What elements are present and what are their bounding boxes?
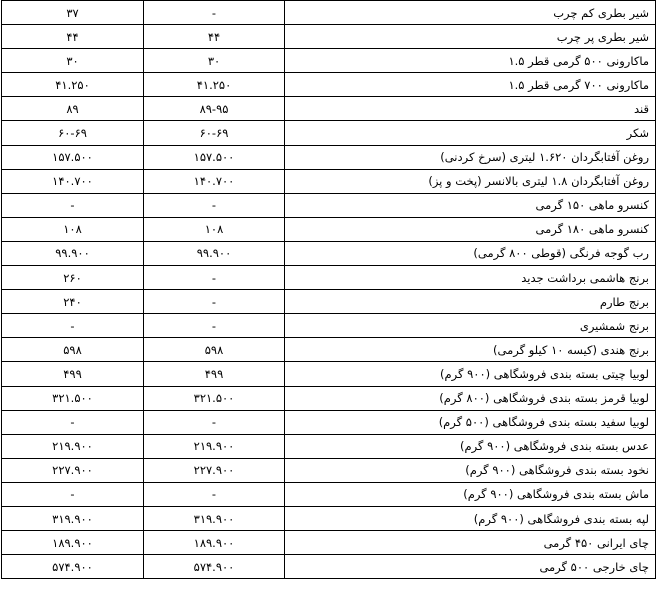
price-cell-middle: ۹۹.۹۰۰ — [144, 241, 285, 265]
price-cell-left: - — [2, 410, 144, 434]
price-cell-middle: ۵۷۴.۹۰۰ — [144, 555, 285, 579]
item-name-cell: نخود بسته بندی فروشگاهی (۹۰۰ گرم) — [285, 458, 656, 482]
price-cell-middle: ۴۹۹ — [144, 362, 285, 386]
price-cell-middle: - — [144, 193, 285, 217]
item-name-cell: چای ایرانی ۴۵۰ گرمی — [285, 531, 656, 555]
price-cell-middle: ۶۰-۶۹ — [144, 121, 285, 145]
price-cell-middle: ۴۱.۲۵۰ — [144, 73, 285, 97]
table-row — [2, 97, 656, 121]
table-row — [2, 482, 656, 506]
item-name-cell: رب گوجه فرنگی (قوطی ۸۰۰ گرمی) — [285, 241, 656, 265]
price-cell-left: ۳۱۹.۹۰۰ — [2, 506, 144, 530]
price-cell-left: ۱۵۷.۵۰۰ — [2, 145, 144, 169]
price-cell-left: ۹۹.۹۰۰ — [2, 241, 144, 265]
price-cell-middle: ۲۱۹.۹۰۰ — [144, 434, 285, 458]
price-cell-middle: ۱۸۹.۹۰۰ — [144, 531, 285, 555]
item-name-cell: لوبیا قرمز بسته بندی فروشگاهی (۸۰۰ گرم) — [285, 386, 656, 410]
table-row — [2, 410, 656, 434]
price-cell-left: - — [2, 482, 144, 506]
table-row — [2, 290, 656, 314]
table-row — [2, 434, 656, 458]
price-cell-middle: - — [144, 266, 285, 290]
item-name-cell: قند — [285, 97, 656, 121]
table-row — [2, 145, 656, 169]
price-cell-left: ۸۹ — [2, 97, 144, 121]
item-name-cell: ماش بسته بندی فروشگاهی (۹۰۰ گرم) — [285, 482, 656, 506]
item-name-cell: لوبیا سفید بسته بندی فروشگاهی (۵۰۰ گرم) — [285, 410, 656, 434]
price-cell-middle: - — [144, 1, 285, 25]
price-cell-middle: ۲۲۷.۹۰۰ — [144, 458, 285, 482]
price-cell-left: - — [2, 314, 144, 338]
price-cell-left: ۲۲۷.۹۰۰ — [2, 458, 144, 482]
table-row — [2, 49, 656, 73]
price-cell-left: ۲۱۹.۹۰۰ — [2, 434, 144, 458]
price-cell-middle: ۳۱۹.۹۰۰ — [144, 506, 285, 530]
item-name-cell: لوبیا چیتی بسته بندی فروشگاهی (۹۰۰ گرم) — [285, 362, 656, 386]
item-name-cell: چای خارجی ۵۰۰ گرمی — [285, 555, 656, 579]
price-cell-middle: - — [144, 290, 285, 314]
price-cell-left: ۵۷۴.۹۰۰ — [2, 555, 144, 579]
price-cell-left: ۴۱.۲۵۰ — [2, 73, 144, 97]
item-name-cell: کنسرو ماهی ۱۸۰ گرمی — [285, 217, 656, 241]
table-row — [2, 193, 656, 217]
price-cell-left: ۶۰-۶۹ — [2, 121, 144, 145]
item-name-cell: شیر بطری کم چرب — [285, 1, 656, 25]
item-name-cell: ماکارونی ۵۰۰ گرمی قطر ۱.۵ — [285, 49, 656, 73]
price-cell-left: ۱۸۹.۹۰۰ — [2, 531, 144, 555]
table-row — [2, 266, 656, 290]
table-row — [2, 555, 656, 579]
item-name-cell: برنج هاشمی برداشت جدید — [285, 266, 656, 290]
table-row — [2, 73, 656, 97]
item-name-cell: لپه بسته بندی فروشگاهی (۹۰۰ گرم) — [285, 506, 656, 530]
price-cell-left: ۳۰ — [2, 49, 144, 73]
price-cell-left: ۲۶۰ — [2, 266, 144, 290]
price-cell-left: ۴۹۹ — [2, 362, 144, 386]
price-table — [1, 0, 656, 579]
table-row — [2, 338, 656, 362]
table-row — [2, 458, 656, 482]
table-row — [2, 25, 656, 49]
price-cell-middle: ۳۰ — [144, 49, 285, 73]
price-cell-middle: ۴۴ — [144, 25, 285, 49]
item-name-cell: عدس بسته بندی فروشگاهی (۹۰۰ گرم) — [285, 434, 656, 458]
price-cell-left: ۳۷ — [2, 1, 144, 25]
item-name-cell: برنج طارم — [285, 290, 656, 314]
price-cell-middle: - — [144, 482, 285, 506]
item-name-cell: روغن آفتابگردان ۱.۸ لیتری بالانسر (پخت و پز) — [285, 169, 656, 193]
price-cell-left: ۵۹۸ — [2, 338, 144, 362]
item-name-cell: برنج شمشیری — [285, 314, 656, 338]
price-cell-middle: - — [144, 314, 285, 338]
price-cell-middle: ۸۹-۹۵ — [144, 97, 285, 121]
item-name-cell: شکر — [285, 121, 656, 145]
table-row — [2, 314, 656, 338]
price-cell-left: ۴۴ — [2, 25, 144, 49]
table-row — [2, 1, 656, 25]
table-row — [2, 506, 656, 530]
price-cell-left: ۲۴۰ — [2, 290, 144, 314]
table-row — [2, 386, 656, 410]
table-row — [2, 531, 656, 555]
item-name-cell: شیر بطری پر چرب — [285, 25, 656, 49]
price-cell-left: - — [2, 193, 144, 217]
price-cell-middle: ۱۴۰.۷۰۰ — [144, 169, 285, 193]
price-cell-middle: ۵۹۸ — [144, 338, 285, 362]
price-cell-left: ۱۰۸ — [2, 217, 144, 241]
item-name-cell: روغن آفتابگردان ۱.۶۲۰ لیتری (سرخ کردنی) — [285, 145, 656, 169]
price-cell-middle: - — [144, 410, 285, 434]
table-row — [2, 217, 656, 241]
price-cell-middle: ۳۲۱.۵۰۰ — [144, 386, 285, 410]
price-cell-middle: ۱۵۷.۵۰۰ — [144, 145, 285, 169]
item-name-cell: ماکارونی ۷۰۰ گرمی قطر ۱.۵ — [285, 73, 656, 97]
item-name-cell: کنسرو ماهی ۱۵۰ گرمی — [285, 193, 656, 217]
table-row — [2, 241, 656, 265]
price-table-body — [2, 1, 656, 579]
item-name-cell: برنج هندی (کیسه ۱۰ کیلو گرمی) — [285, 338, 656, 362]
table-row — [2, 169, 656, 193]
table-row — [2, 362, 656, 386]
price-cell-left: ۱۴۰.۷۰۰ — [2, 169, 144, 193]
price-cell-middle: ۱۰۸ — [144, 217, 285, 241]
price-cell-left: ۳۲۱.۵۰۰ — [2, 386, 144, 410]
table-row — [2, 121, 656, 145]
